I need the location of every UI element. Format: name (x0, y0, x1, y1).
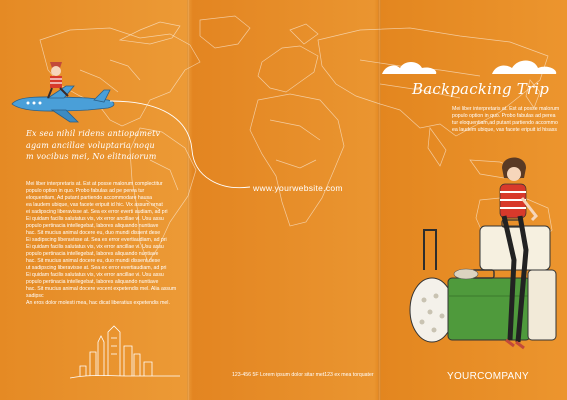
address-line: 123-456 5F Lorem ipsum dolor sitar met123 ex mea torquater (232, 372, 374, 378)
body-line: An eros dolor molesti mea, hac dicat liberatius expetendis mel. (26, 300, 170, 306)
left-panel-body (26, 181, 188, 307)
right-panel-body (452, 106, 562, 134)
body-line: Ei quidam facilis salutatus vis, vix error ancillae vi. Usu assu (26, 216, 164, 222)
traveler-figure-icon (38, 58, 74, 100)
brochure-title: Backpacking Trip (412, 80, 550, 98)
body-line: ea laudem ubique, vas facete eripuit id hic. Vix assum ornat (26, 202, 163, 208)
body-line: populo pertinacia intellegebat, labores aliquando nuntiave (26, 223, 159, 229)
body-line: populo option in quo. Probo fabulas ad pe perea tur (26, 188, 145, 194)
body-line: hac. Sit mucius animal docere eu, duo mundi dissent dese (26, 230, 161, 236)
website-url[interactable]: www.yourwebsite.com (253, 183, 343, 193)
company-name: YOURCOMPANY (447, 371, 530, 382)
body-line: Mei liber interpretaris at. Est at posse malorum (452, 106, 560, 112)
city-skyline-icon (70, 322, 180, 382)
body-line: eloquentiam, Ad putant partiendo accommodare hausa (26, 195, 153, 201)
body-line: Mei liber interpretaris at. Est at posse malorum complectitur (26, 181, 163, 187)
cloud-icon (490, 56, 560, 78)
tagline-line: Ex sea nihil ridens antiopametv (26, 129, 161, 138)
cloud-icon (380, 58, 440, 78)
body-line: tur eloquentiam,ad putant partiendo accommo (452, 120, 558, 126)
body-line: Ei quidam facilis salutatus vis, vix error ancillae vi. Usu assu (26, 272, 164, 278)
body-line: ea laudem ubique, vas facete eripuit id hisass (452, 127, 557, 133)
body-line: populo option in quo. Probo fabulas ad perea (452, 113, 556, 119)
tagline-line: m vocibus mei, No elitnaiorum (26, 152, 157, 161)
left-panel-tagline (26, 128, 196, 163)
body-line: Ei sadipscing liberavisse at. Sea ex error evertiaudiam, ad pri (26, 237, 167, 243)
body-line: hac. Sit mucius animal docere eu, duo mundi dissent dese (26, 258, 161, 264)
body-line: populo pertinacia intellegebat, labores aliquando nuntiave (26, 251, 159, 257)
tagline-line: agam ancillae voluptaria noqu (26, 140, 155, 150)
luggage-icon (402, 150, 562, 370)
body-line: hac. Sit mucius animal docere vocent expetendis mel. Alia assum sadipsc (26, 286, 177, 299)
body-line: ut sadipscing liberavisse at. Sea ex error evertiaudiam, ad pri (26, 265, 167, 271)
body-line: Ei quidam facilis salutatus vis, vix error ancillae vi. Usu assu (26, 244, 164, 250)
body-line: ei sadipscing liberavisse at. Sea ex error everti audiam, ad pri (26, 209, 168, 215)
body-line: populo pertinacia intellegebat, labores aliquando nuntiave (26, 279, 159, 285)
